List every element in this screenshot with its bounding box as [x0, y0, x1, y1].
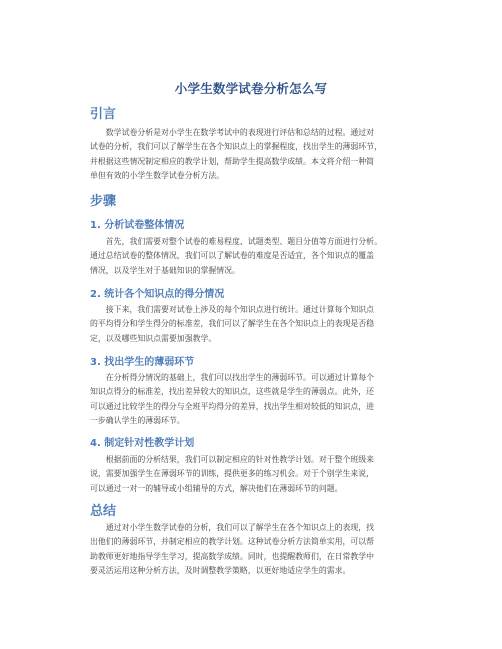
text-line: 试卷的分析，我们可以了解学生在各个知识点上的掌握程度，找出学生的薄弱环节， — [90, 142, 382, 152]
text-line: 知识点得分的标准差，找出差异较大的知识点，这些就是学生的薄弱点。此外，还 — [90, 387, 375, 397]
step-paragraph-2 — [90, 303, 412, 346]
text-line: 通过总结试卷的整体情况，我们可以了解试卷的难度是否适宜，各个知识点的覆盖 — [90, 251, 375, 261]
summary-paragraph — [90, 521, 412, 579]
step-heading-3: 3. 找出学生的薄弱环节 — [90, 357, 195, 368]
text-line: 单但有效的小学生数学试卷分析方法。 — [90, 171, 225, 181]
text-line: 数学试卷分析是对小学生在数学考试中的表现进行评估和总结的过程。通过对 — [90, 128, 375, 137]
step-paragraph-4 — [90, 453, 412, 496]
text-line: 定，以及哪些知识点需要加强教学。 — [90, 333, 217, 343]
text-line: 可以通过比较学生的得分与全班平均得分的差异，找出学生相对较低的知识点，进 — [90, 401, 375, 411]
document-title: 小学生数学试卷分析怎么写 — [174, 81, 328, 96]
text-line: 说，需要加强学生在薄弱环节的训练，提供更多的练习机会。对于个别学生来说， — [90, 469, 375, 479]
step-heading-2: 2. 统计各个知识点的得分情况 — [90, 289, 225, 300]
text-line: 通过对小学生数学试卷的分析，我们可以了解学生在各个知识点上的表现，找 — [90, 523, 375, 532]
step-heading-1: 1. 分析试卷整体情况 — [90, 220, 185, 231]
text-line: 并根据这些情况制定相应的教学计划，帮助学生提高数学成绩。本文将介绍一种简 — [90, 156, 375, 166]
text-line: 在分析得分情况的基础上，我们可以找出学生的薄弱环节。可以通过计算每个 — [90, 373, 375, 382]
text-line: 接下来，我们需要对试卷上涉及的每个知识点进行统计。通过计算每个知识点 — [90, 305, 375, 314]
text-line: 情况，以及学生对于基础知识的掌握情况。 — [90, 265, 240, 275]
section-heading-summary: 总结 — [90, 504, 117, 519]
text-line: 首先，我们需要对整个试卷的难易程度、试题类型、题目分值等方面进行分析。 — [90, 237, 382, 246]
text-line: 可以通过一对一的辅导或小组辅导的方式，解决他们在薄弱环节的问题。 — [90, 483, 343, 493]
intro-paragraph — [90, 126, 412, 184]
step-paragraph-3 — [90, 371, 412, 429]
text-line: 的平均得分和学生得分的标准差，我们可以了解学生在各个知识点上的表现是否稳 — [90, 319, 375, 329]
step-paragraph-1 — [90, 235, 412, 278]
section-heading-intro: 引言 — [90, 107, 117, 122]
text-line: 根据前面的分析结果，我们可以制定相应的针对性教学计划。对于整个班级来 — [90, 455, 375, 464]
step-heading-4: 4. 制定针对性教学计划 — [90, 438, 195, 449]
text-line: 要灵活运用这种分析方法，及时调整教学策略，以更好地适应学生的需求。 — [90, 566, 351, 576]
text-line: 一步确认学生的薄弱环节。 — [90, 416, 185, 426]
text-line: 出他们的薄弱环节，并制定相应的教学计划。这种试卷分析方法简单实用，可以帮 — [90, 537, 375, 547]
text-line: 助教师更好地指导学生学习，提高数学成绩。同时，也提醒教师们，在日常教学中 — [90, 551, 375, 561]
section-heading-steps: 步骤 — [90, 194, 117, 209]
